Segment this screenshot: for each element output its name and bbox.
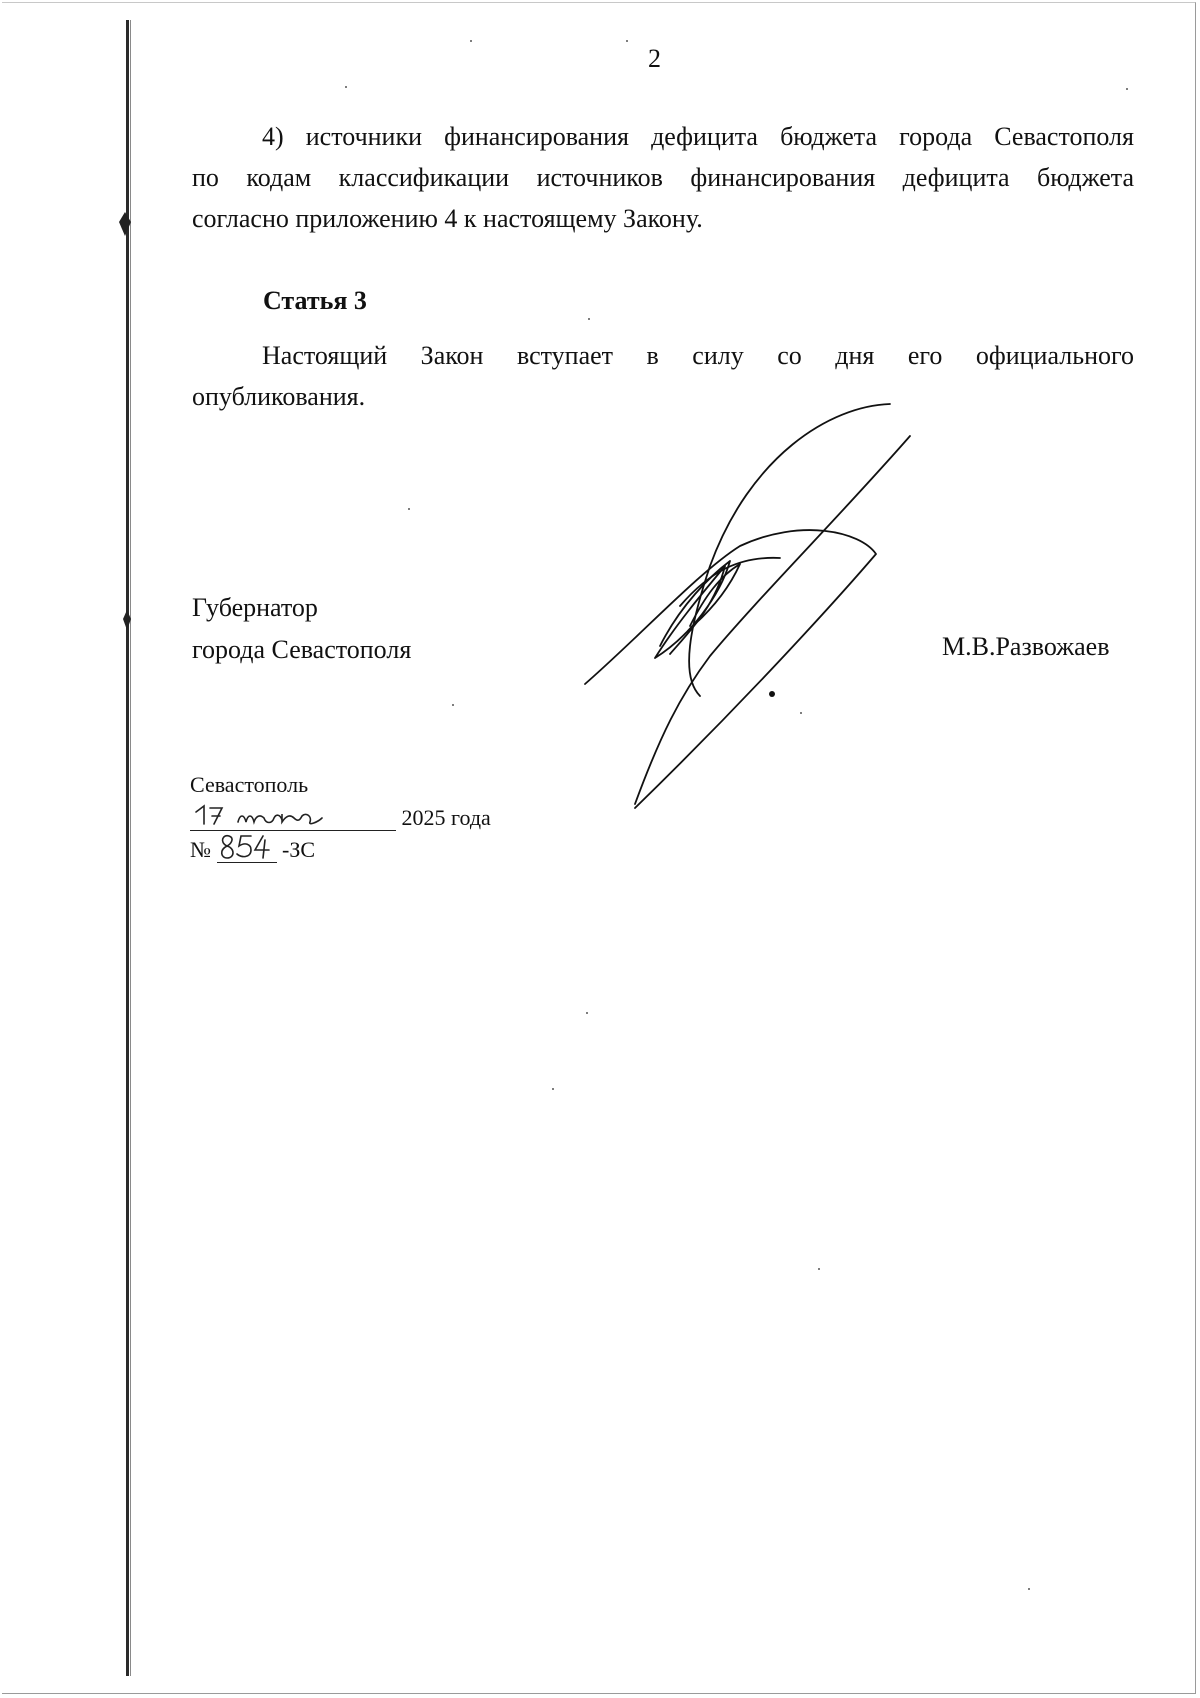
number-suffix: -ЗС xyxy=(282,837,316,862)
handwritten-number-ink xyxy=(217,832,277,862)
handwritten-date xyxy=(190,804,396,831)
scan-border xyxy=(2,2,1196,1694)
issue-number-line xyxy=(190,836,491,868)
scan-speck xyxy=(818,1268,820,1270)
item-4-paragraph xyxy=(192,116,1134,239)
page-number: 2 xyxy=(648,44,661,73)
issue-year: 2025 года xyxy=(401,805,491,830)
article-3-heading: Статья 3 xyxy=(263,286,367,315)
item-4-line-3: согласно приложению 4 к настоящему Закону. xyxy=(192,204,703,233)
scan-speck xyxy=(1028,1588,1030,1590)
signatory-position-line-2: города Севастополя xyxy=(192,635,412,664)
signatory-position xyxy=(192,587,411,671)
scan-speck xyxy=(452,704,454,706)
scan-speck xyxy=(800,712,802,714)
article-3-line-2: опубликования. xyxy=(192,382,366,411)
item-4-line-1: 4) источники финансирования дефицита бюджета города Севастополя xyxy=(262,122,1134,151)
scan-speck xyxy=(552,1088,554,1090)
issue-place: Севастополь xyxy=(190,772,309,797)
handwritten-signature xyxy=(580,396,920,816)
binding-hole-mark xyxy=(118,212,132,236)
scan-speck xyxy=(408,508,410,510)
binding-line xyxy=(126,20,129,1676)
number-sign: № xyxy=(190,837,211,862)
handwritten-number xyxy=(217,836,277,863)
scan-speck xyxy=(345,86,347,88)
scan-speck xyxy=(626,40,628,42)
binding-hole-mark xyxy=(120,608,134,632)
issue-block xyxy=(190,772,491,868)
scan-speck xyxy=(1126,88,1128,90)
signatory-name: М.В.Развожаев xyxy=(942,632,1110,661)
scan-speck xyxy=(588,318,590,320)
signatory-position-line-1: Губернатор xyxy=(192,593,318,622)
article-3-line-1: Настоящий Закон вступает в силу со дня его официального xyxy=(262,341,1134,370)
item-4-line-2: по кодам классификации источников финансирования дефицита бюджета xyxy=(192,163,1134,192)
scan-speck xyxy=(470,40,472,42)
handwritten-date-ink xyxy=(190,800,396,830)
binding-line-shadow xyxy=(130,20,131,1676)
scan-speck xyxy=(586,1012,588,1014)
